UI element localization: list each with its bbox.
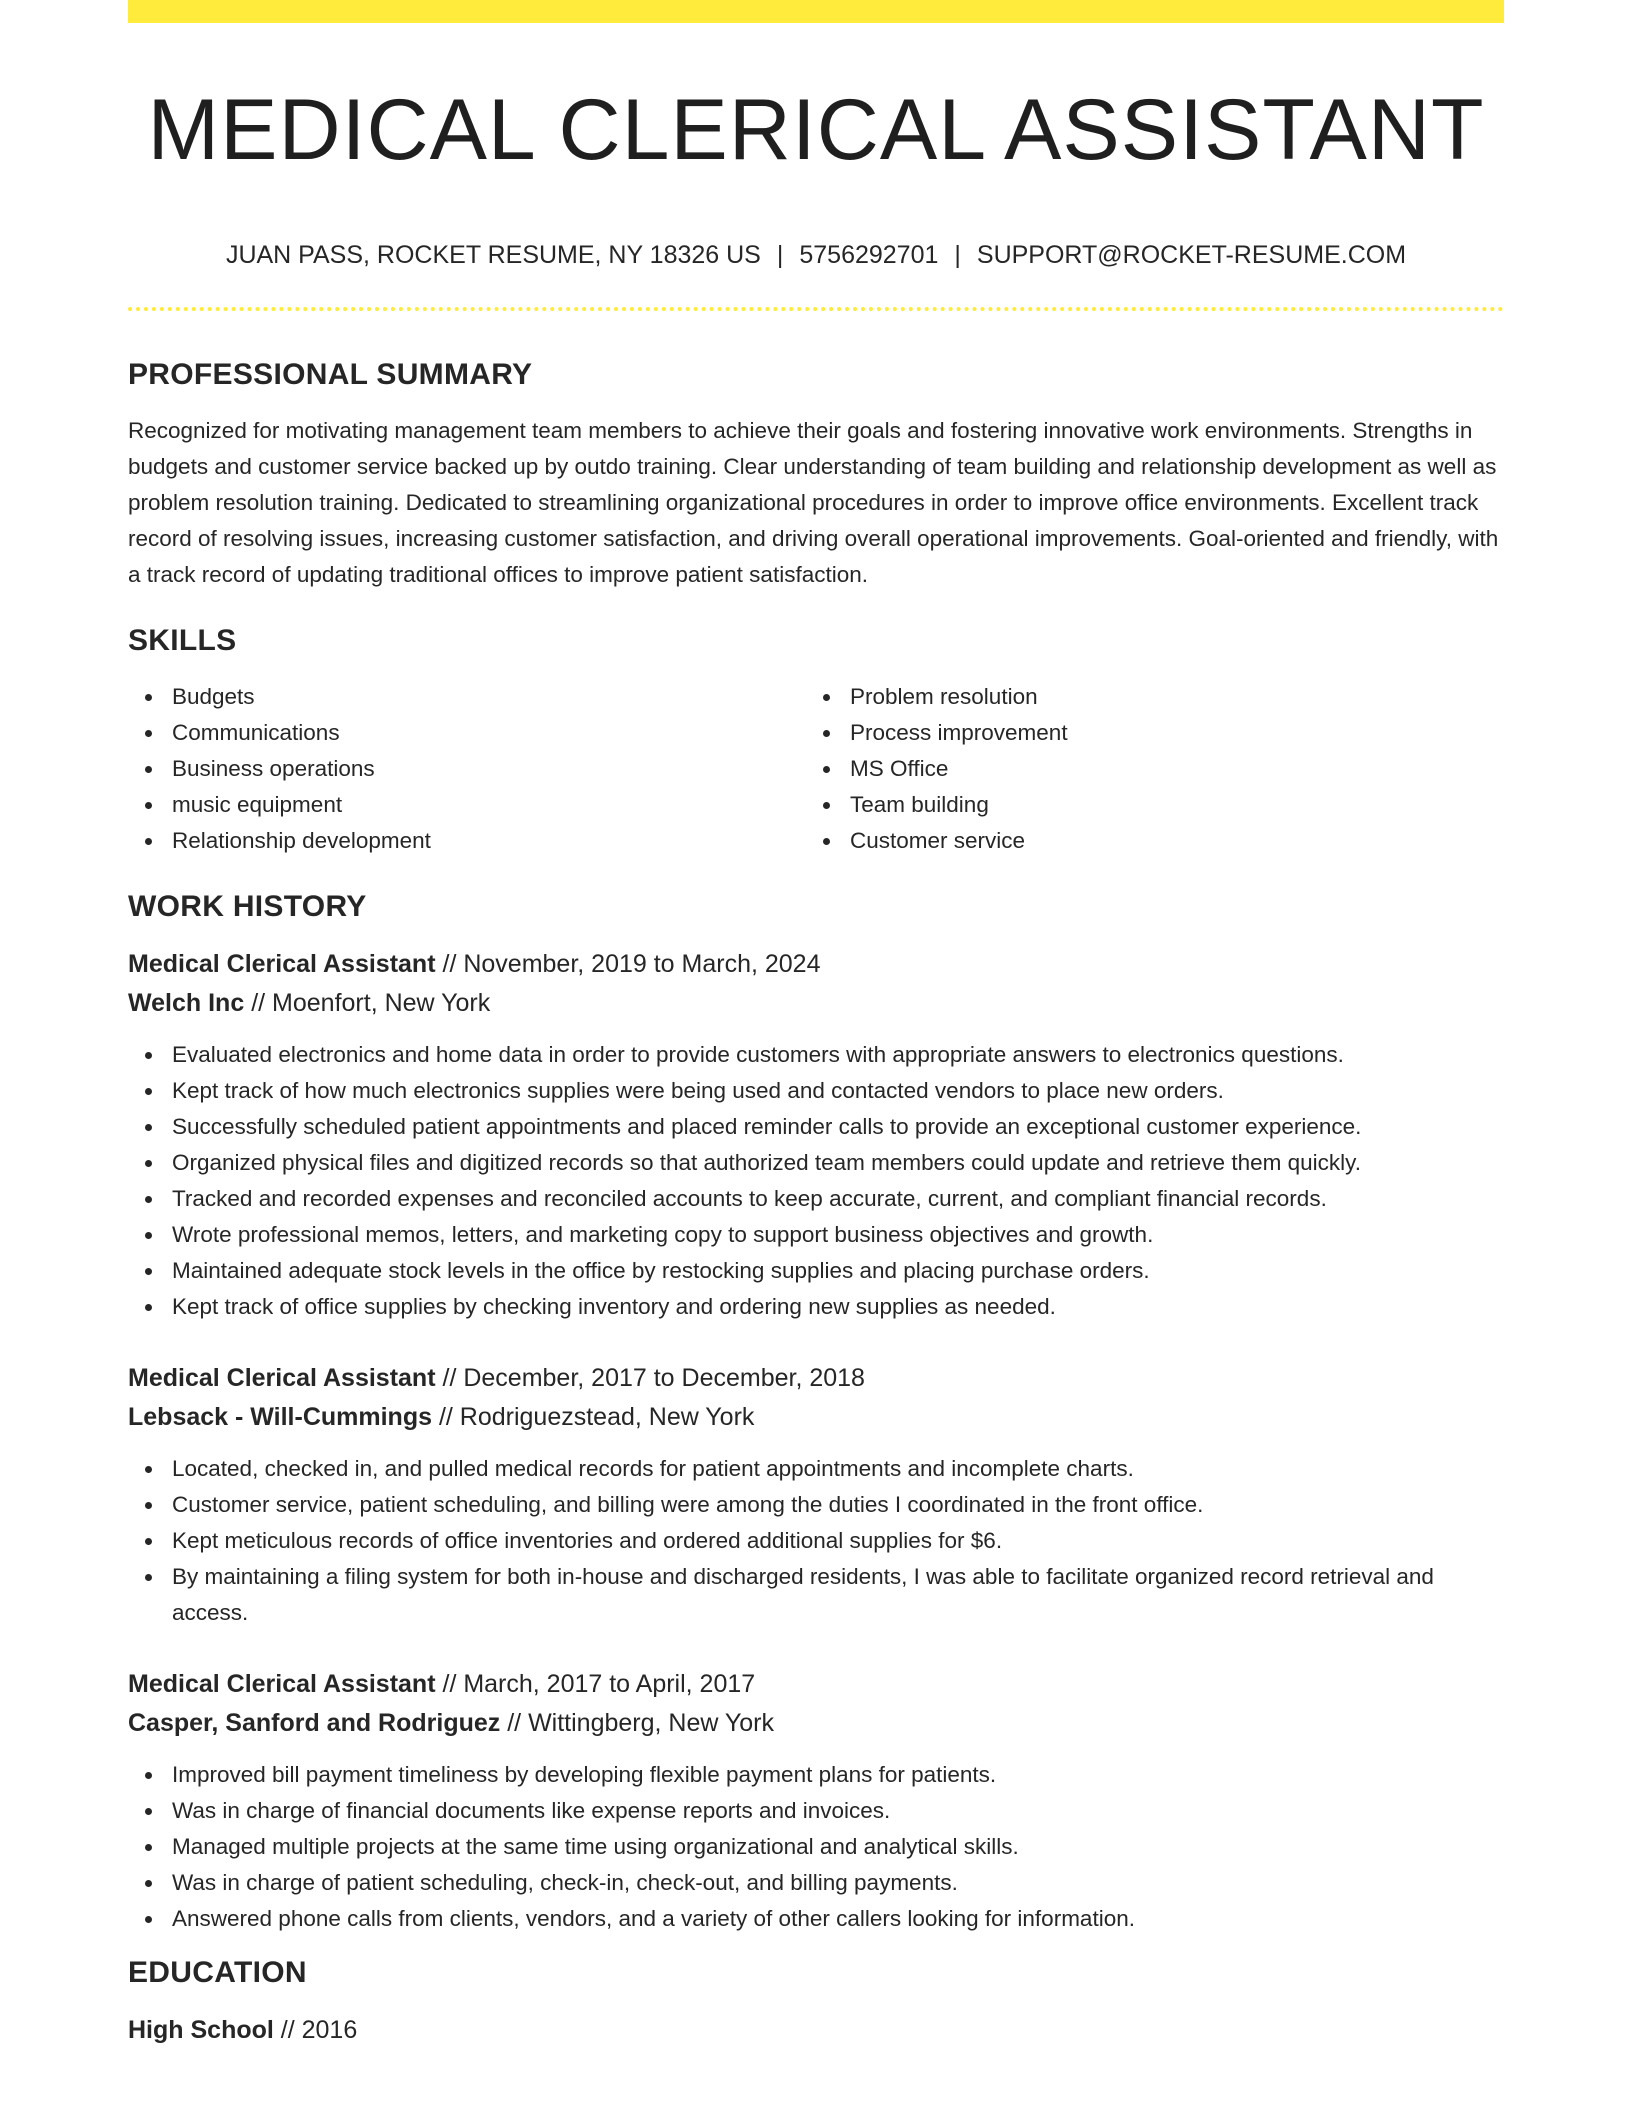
education-degree: High School bbox=[128, 2016, 274, 2044]
job-position: Medical Clerical Assistant bbox=[128, 1670, 436, 1698]
work-history-heading: WORK HISTORY bbox=[128, 890, 367, 923]
job-dates: // November, 2019 to March, 2024 bbox=[435, 950, 821, 978]
skills-list bbox=[128, 679, 1504, 859]
contact-email[interactable]: SUPPORT@ROCKET-RESUME.COM bbox=[976, 241, 1407, 269]
job-title-line bbox=[128, 1359, 1504, 1398]
skill-item: Budgets bbox=[128, 679, 806, 715]
skills-column-right bbox=[806, 679, 1484, 859]
skill-item: Process improvement bbox=[806, 715, 1484, 751]
skills-column-left bbox=[128, 679, 806, 859]
job-bullet: Was in charge of financial documents like expense reports and invoices. bbox=[128, 1793, 1504, 1829]
job-bullet: Managed multiple projects at the same time using organizational and analytical skills. bbox=[128, 1829, 1504, 1865]
skill-item: Team building bbox=[806, 787, 1484, 823]
job-dates: // December, 2017 to December, 2018 bbox=[435, 1364, 865, 1392]
contact-line bbox=[128, 237, 1504, 273]
job-bullet: Organized physical files and digitized records so that authorized team members could update and retrieve them quickly. bbox=[128, 1145, 1504, 1181]
job-entry bbox=[128, 945, 1504, 1325]
job-position: Medical Clerical Assistant bbox=[128, 1364, 436, 1392]
summary-heading: PROFESSIONAL SUMMARY bbox=[128, 358, 533, 391]
resume-title: MEDICAL CLERICAL ASSISTANT bbox=[147, 82, 1485, 178]
job-bullets bbox=[128, 1451, 1504, 1631]
job-company: Welch Inc bbox=[128, 989, 245, 1017]
job-location: // Moenfort, New York bbox=[244, 989, 491, 1017]
skill-item: Business operations bbox=[128, 751, 806, 787]
job-location: // Rodriguezstead, New York bbox=[432, 1403, 755, 1431]
job-bullet: Evaluated electronics and home data in order to provide customers with appropriate answers to electronics questions. bbox=[128, 1037, 1504, 1073]
job-position: Medical Clerical Assistant bbox=[128, 950, 436, 978]
accent-top-bar bbox=[128, 0, 1504, 23]
skill-item: Relationship development bbox=[128, 823, 806, 859]
contact-separator: | bbox=[954, 241, 961, 269]
contact-address: JUAN PASS, ROCKET RESUME, NY 18326 US bbox=[225, 241, 761, 269]
job-bullet: Kept track of how much electronics supplies were being used and contacted vendors to place new orders. bbox=[128, 1073, 1504, 1109]
job-company: Casper, Sanford and Rodriguez bbox=[128, 1709, 501, 1737]
job-company: Lebsack - Will-Cummings bbox=[128, 1403, 432, 1431]
job-title-line bbox=[128, 945, 1504, 984]
skill-item: music equipment bbox=[128, 787, 806, 823]
skill-item: Problem resolution bbox=[806, 679, 1484, 715]
skill-item: Communications bbox=[128, 715, 806, 751]
job-bullet: Was in charge of patient scheduling, check-in, check-out, and billing payments. bbox=[128, 1865, 1504, 1901]
job-bullet: Improved bill payment timeliness by developing flexible payment plans for patients. bbox=[128, 1757, 1504, 1793]
job-bullet: Tracked and recorded expenses and reconciled accounts to keep accurate, current, and compliant financial records. bbox=[128, 1181, 1504, 1217]
job-bullet: Answered phone calls from clients, vendors, and a variety of other callers looking for information. bbox=[128, 1901, 1504, 1937]
job-company-line bbox=[128, 984, 1504, 1023]
job-bullet: Customer service, patient scheduling, and billing were among the duties I coordinated in the front office. bbox=[128, 1487, 1504, 1523]
skill-item: Customer service bbox=[806, 823, 1484, 859]
job-bullet: Maintained adequate stock levels in the office by restocking supplies and placing purchase orders. bbox=[128, 1253, 1504, 1289]
job-bullets bbox=[128, 1037, 1504, 1325]
education-year: // 2016 bbox=[273, 2016, 358, 2044]
skill-item: MS Office bbox=[806, 751, 1484, 787]
job-location: // Wittingberg, New York bbox=[500, 1709, 775, 1737]
job-bullet: Kept track of office supplies by checking inventory and ordering new supplies as needed. bbox=[128, 1289, 1504, 1325]
skills-heading: SKILLS bbox=[128, 624, 237, 657]
job-title-line bbox=[128, 1665, 1504, 1704]
job-entry bbox=[128, 1359, 1504, 1631]
job-bullet: Successfully scheduled patient appointments and placed reminder calls to provide an exceptional customer experience. bbox=[128, 1109, 1504, 1145]
job-entry bbox=[128, 1665, 1504, 1937]
job-bullet: Wrote professional memos, letters, and marketing copy to support business objectives and growth. bbox=[128, 1217, 1504, 1253]
contact-phone[interactable]: 5756292701 bbox=[799, 241, 939, 269]
job-bullet: By maintaining a filing system for both in-house and discharged residents, I was able to facilitate organized record retrieval and access. bbox=[128, 1559, 1504, 1631]
job-company-line bbox=[128, 1704, 1504, 1743]
education-heading: EDUCATION bbox=[128, 1956, 307, 1989]
resume-body bbox=[128, 353, 1504, 2050]
job-bullets bbox=[128, 1757, 1504, 1937]
education-entry bbox=[128, 2011, 1504, 2050]
dotted-divider bbox=[128, 307, 1504, 311]
job-company-line bbox=[128, 1398, 1504, 1437]
job-bullet: Kept meticulous records of office inventories and ordered additional supplies for $6. bbox=[128, 1523, 1504, 1559]
contact-separator: | bbox=[776, 241, 784, 269]
job-bullet: Located, checked in, and pulled medical records for patient appointments and incomplete charts. bbox=[128, 1451, 1504, 1487]
job-dates: // March, 2017 to April, 2017 bbox=[435, 1670, 756, 1698]
summary-text: Recognized for motivating management team members to achieve their goals and fostering innovative work environments. Strengths in budgets and customer service backed up by outdo training. Clear understanding of team building and relationship development as well as problem resolution training. Dedicated to streamlining organizational procedures in order to improve office environments. Excellent track record of resolving issues, increasing customer satisfaction, and driving overall operational improvements. Goal-oriented and friendly, with a track record of updating traditional offices to improve patient satisfaction. bbox=[128, 418, 1499, 587]
